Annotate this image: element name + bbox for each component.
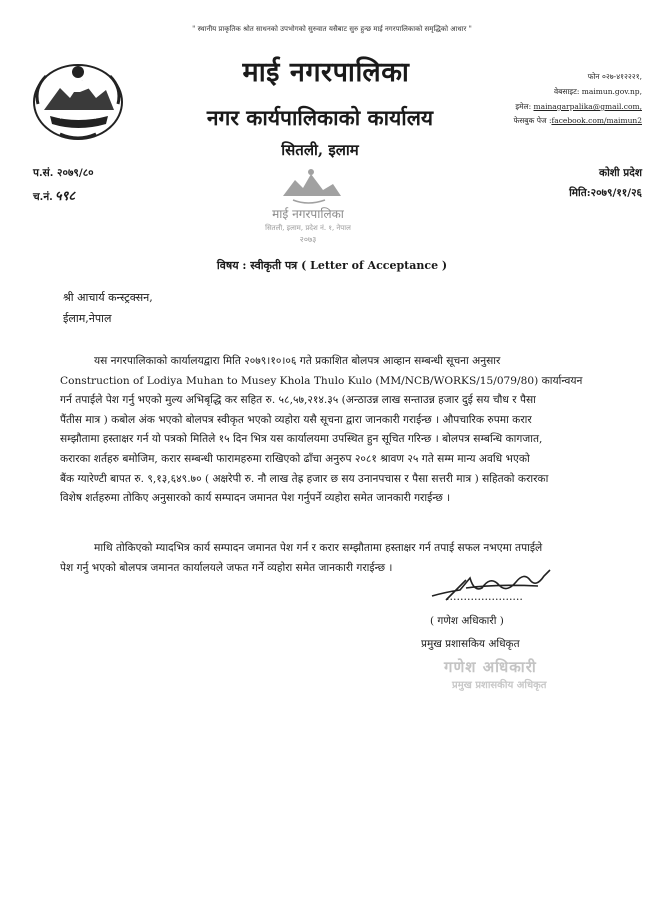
province: कोशी प्रदेश — [599, 167, 642, 179]
office-location: सितली, इलाम — [281, 141, 359, 159]
seal-year: २०७३ — [299, 235, 317, 244]
body-line: माथि तोकिएको म्यादभित्र कार्य सम्पादन जमानत पेश गर्न र करार सम्झौतामा हस्ताक्षर गर्न तपाई सफल नभएमा तपाईले — [94, 542, 543, 554]
stamp-name: गणेश अधिकारी — [444, 658, 537, 676]
signatory-name: ( गणेश अधिकारी ) — [430, 615, 504, 627]
patra-sankhya: प.सं. २०७९/८० — [33, 167, 94, 179]
body-line: गर्न तपाईले पेश गर्नु भएको मुल्य अभिबृद्धि कर सहित रु. ५८,५७,२१४.३५ (अन्ठाउन्न लाख सन्ताउन्न हजार दुई सय चौध र पैसा — [60, 394, 536, 407]
chalani-number-line — [33, 186, 75, 204]
nepal-emblem-icon — [30, 58, 126, 142]
letter-subject: विषय : स्वीकृती पत्र ( Letter of Acceptance ) — [216, 259, 448, 272]
body-line: सम्झौतामा हस्ताक्षर गर्न यो पत्रको मितिले १५ दिन भित्र यस कार्यालयमा उपस्थित हुन सूचित गरिन्छ । बोलपत्र सम्बन्धि कागजात, — [60, 433, 543, 446]
seal-address: सितली, इलाम, प्रदेश नं. १, नेपाल — [265, 224, 351, 232]
email-link[interactable]: mainagarpalika@gmail.com, — [533, 102, 642, 111]
body-line: विशेष शर्तहरुमा तोकिए अनुसारको कार्य सम्पादन जमानत पेश गर्नुपर्ने व्यहोरा समेत जानकारी गराईन्छ । — [60, 492, 451, 505]
seal-name: माई नगरपालिका — [272, 207, 344, 221]
facebook-line — [513, 116, 642, 126]
addressee-address: ईलाम,नेपाल — [63, 312, 112, 325]
chalani-number: ५९८ — [54, 189, 76, 204]
body-line: यस नगरपालिकाको कार्यालयद्वारा मिति २०७९।१०।०६ गते प्रकाशित बोलपत्र आव्हान सम्बन्धी सूचना अनुसार — [94, 355, 501, 367]
body-line: पैंतीस मात्र ) कबोल अंक भएको बोलपत्र स्वीकृत भएको व्यहोरा यसै सूचना द्वारा जानकारी गराईन्छ । औपचारिक रुपमा करार — [60, 413, 532, 426]
addressee-name: श्री आचार्य कन्स्ट्रक्सन, — [63, 291, 153, 304]
body-line: बैंक ग्यारेण्टी बापत रु. ९,१३,६४९.७० ( अक्षरेपी रु. नौ लाख तेह्र हजार छ सय उनानपचास र पैसा सत्तरी मात्र ) सहितको करारका — [60, 472, 549, 485]
website: वेबसाइट: maimun.gov.np, — [553, 87, 642, 96]
letter-date: मिति:२०७९/११/२६ — [569, 187, 642, 199]
motto: " स्थानीय प्राकृतिक श्रोत साधनको उपभोगको सुरुवात यसैबाट सुरु हुन्छ माई नगरपालिकाको समृद्धिको आधार " — [192, 25, 472, 33]
email-line — [515, 102, 642, 112]
signature-dots: ...................... — [446, 590, 523, 603]
body-paragraph-1 — [60, 352, 645, 509]
email-label: इमेल: — [515, 102, 534, 111]
chalani-label: च.नं. — [33, 191, 53, 203]
body-line: Construction of Lodiya Muhan to Musey Khola Thulo Kulo (MM/NCB/WORKS/15/079/80) कार्यान्वयन — [60, 374, 583, 387]
stamp-designation: प्रमुख प्रशासकीय अधिकृत — [452, 680, 547, 691]
organization-name: माई नगरपालिका — [242, 57, 410, 88]
office-name: नगर कार्यपालिकाको कार्यालय — [206, 105, 434, 130]
name-stamp — [444, 657, 584, 699]
body-line: पेश गर्नु भएको बोलपत्र जमानत कार्यालयले जफत गर्ने व्यहोरा समेत जानकारी गराईन्छ । — [60, 561, 393, 574]
facebook-label: फेसबुक पेज : — [513, 116, 552, 125]
body-line: करारका शर्तहरु बमोजिम, करार सम्बन्धी फारामहरुमा राखिएको ढाँचा अनुरुप २०८१ श्रावण २५ गते सम्म मान्य अवधि भएको — [60, 452, 530, 465]
phone-number: फोन ०२७-४१२२२१, — [587, 72, 642, 81]
office-seal — [253, 166, 363, 250]
signatory-designation: प्रमुख प्रशासकिय अधिकृत — [421, 638, 520, 650]
facebook-link[interactable]: facebook.com/maimun2 — [551, 116, 642, 125]
body-paragraph-2 — [60, 539, 645, 578]
